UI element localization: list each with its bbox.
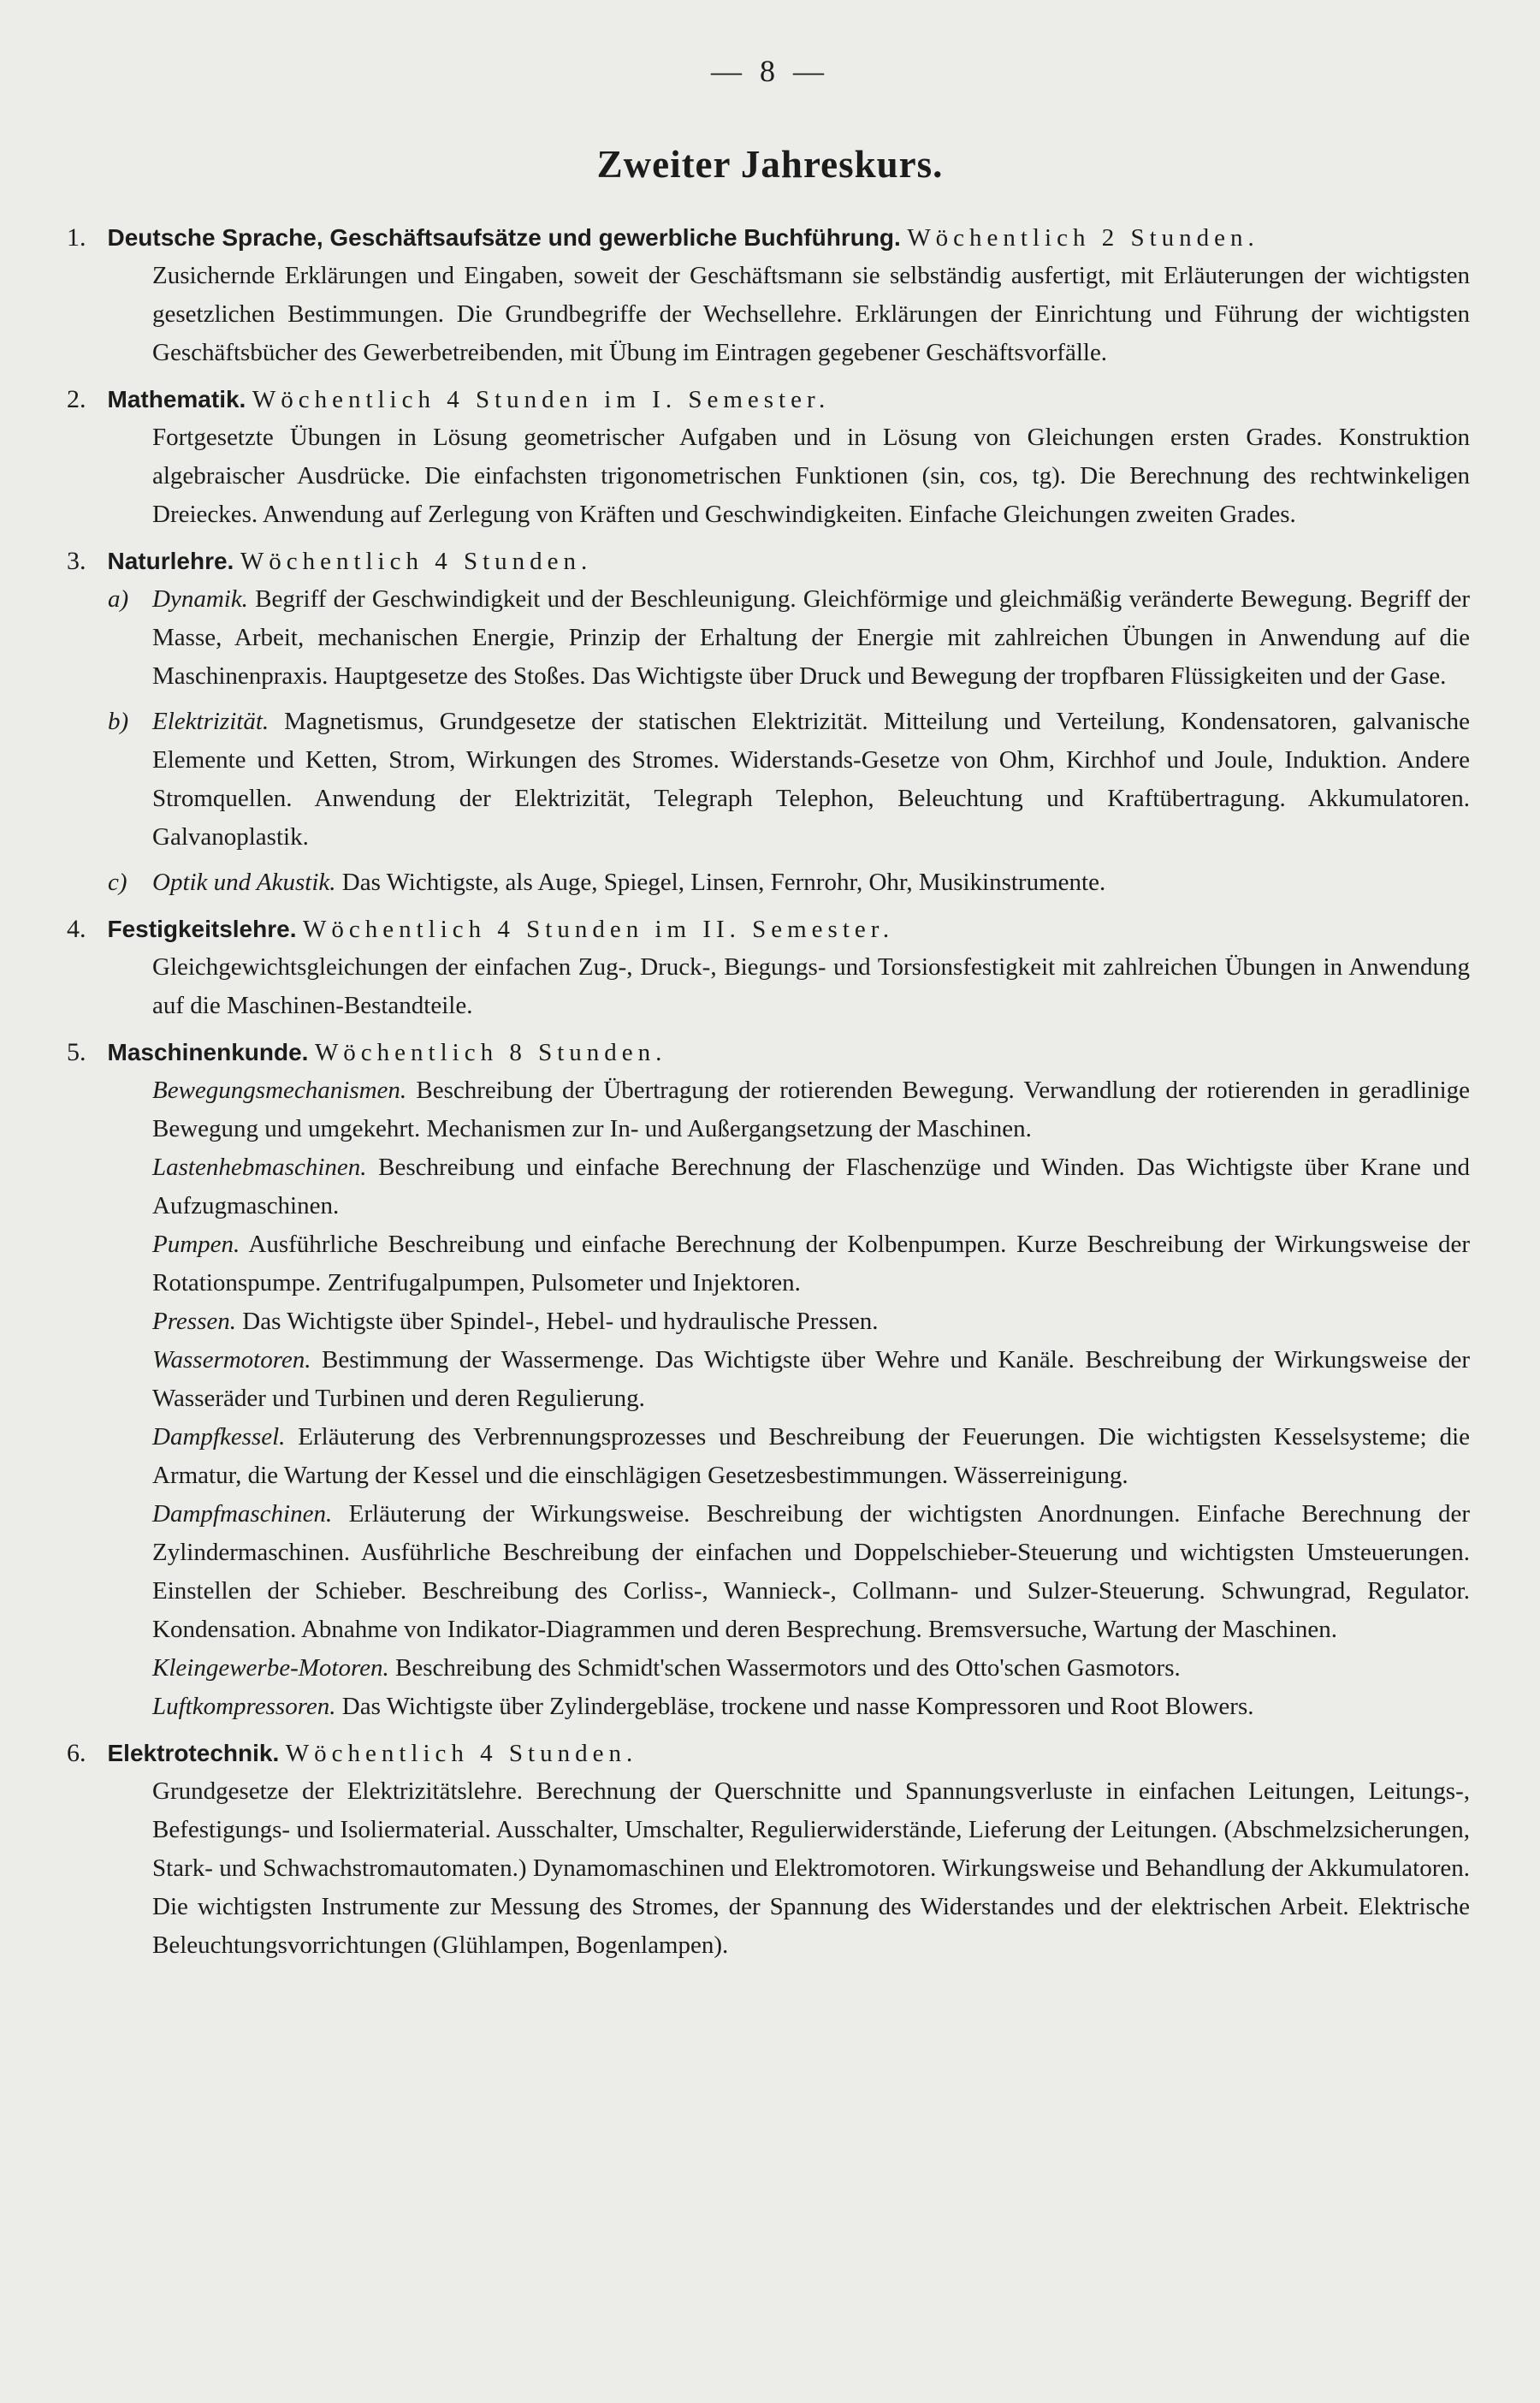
section-heading — [67, 1735, 1470, 1772]
section-hours: Wöchentlich 4 Stunden im II. Semester. — [302, 916, 895, 943]
topic-term: Bewegungsmechanismen. — [152, 1077, 407, 1104]
section-title: Festigkeitslehre. — [107, 916, 297, 942]
topic-term: Pumpen. — [152, 1231, 240, 1258]
section-heading — [67, 381, 1470, 418]
section-number: 4. — [67, 915, 86, 943]
section-heading — [67, 543, 1470, 580]
section-heading — [67, 219, 1470, 257]
topic-text: Beschreibung und einfache Berechnung der Flaschenzüge und Winden. Das Wichtigste über Krane und Aufzugmaschinen. — [152, 1154, 1471, 1219]
topic-term: Wassermotoren. — [152, 1346, 311, 1374]
section-hours: Wöchentlich 8 Stunden. — [314, 1039, 667, 1066]
subsection-term: Optik und Akustik. — [152, 869, 336, 896]
section-heading — [67, 1034, 1470, 1071]
topic-text: Das Wichtigste über Spindel-, Hebel- und hydraulische Pressen. — [242, 1308, 879, 1335]
topic-paragraph — [152, 1148, 1470, 1225]
section-title: Naturlehre. — [107, 548, 234, 574]
subsection-dynamik — [108, 580, 1470, 696]
subsection-elektrizitaet — [108, 703, 1470, 857]
subsection-text: Begriff der Geschwindigkeit und der Beschleunigung. Gleichförmige und gleichmäßig veränderte Bewegung. Begriff der Masse, Arbeit, mechanischen Energie, Prinzip der Erhaltung der Energie mit zahlreichen Übungen in Anwendung auf die Maschinenpraxis. Hauptgesetze des Stoßes. Das Wichtigste über Druck und Bewegung der tropfbaren Flüssigkeiten und der Gase. — [152, 585, 1470, 690]
topic-text: Beschreibung der Übertragung der rotierenden Bewegung. Verwandlung der rotierenden in geradlinige Bewegung und umgekehrt. Mechanismen zur In- und Außergangsetzung der Maschinen. — [152, 1077, 1470, 1142]
section-hours: Wöchentlich 4 Stunden im I. Semester. — [252, 386, 831, 413]
section-3 — [67, 543, 1470, 902]
page-number: — 8 — — [711, 54, 829, 88]
topic-text: Ausführliche Beschreibung und einfache Berechnung der Kolbenpumpen. Kurze Beschreibung der Wirkungsweise der Rotationspumpe. Zentrifugalpumpen, Pulsometer und Injektoren. — [152, 1231, 1470, 1296]
section-title: Maschinenkunde. — [107, 1039, 309, 1065]
topic-paragraph — [152, 1225, 1470, 1302]
topic-paragraph — [152, 1341, 1470, 1418]
page-title: Zweiter Jahreskurs. — [596, 143, 944, 186]
section-text: Gleichgewichtsgleichungen der einfachen Zug-, Druck-, Biegungs- und Torsionsfestigkeit mit zahlreichen Übungen in Anwendung auf die Maschinen-Bestandteile. — [152, 953, 1470, 1019]
topic-text: Das Wichtigste über Zylindergebläse, trockene und nasse Kompressoren und Root Blowers. — [341, 1693, 1254, 1720]
section-text: Fortgesetzte Übungen in Lösung geometrischer Aufgaben und in Lösung von Gleichungen ersten Grades. Konstruktion algebraischer Ausdrücke. Die einfachsten trigonometrischen Funktionen (sin, cos, tg). Die Berechnung des rechtwinkeligen Dreieckes. Anwendung auf Zerlegung von Kräften und Geschwindigkeiten. Einfache Gleichungen zweiten Grades. — [152, 424, 1470, 528]
topic-term: Lastenhebmaschinen. — [152, 1154, 367, 1181]
subsection-label: c) — [108, 869, 127, 896]
topic-term: Luftkompressoren. — [152, 1693, 336, 1720]
syllabus-content — [67, 219, 1470, 1973]
section-number: 3. — [67, 547, 86, 575]
section-hours: Wöchentlich 4 Stunden. — [285, 1740, 638, 1767]
section-hours: Wöchentlich 4 Stunden. — [240, 548, 593, 575]
section-number: 5. — [67, 1038, 86, 1066]
topic-term: Dampfmaschinen. — [152, 1500, 333, 1528]
subsection-body — [152, 863, 1470, 902]
subsection-term: Elektrizität. — [152, 708, 270, 735]
topic-text: Bestimmung der Wassermenge. Das Wichtigste über Wehre und Kanäle. Beschreibung der Wirkungsweise der Wasseräder und Turbinen und deren Regulierung. — [152, 1346, 1470, 1412]
topic-paragraph — [152, 1649, 1470, 1688]
topic-paragraph — [152, 1071, 1470, 1148]
topic-paragraph — [152, 1418, 1470, 1495]
topic-term: Pressen. — [152, 1308, 236, 1335]
topic-term: Dampfkessel. — [152, 1423, 286, 1451]
topic-text: Erläuterung der Wirkungsweise. Beschreibung der wichtigsten Anordnungen. Einfache Berechnung der Zylindermaschinen. Ausführliche Beschreibung der einfachen und Doppelschieber-Steuerung und wichtigsten Umsteuerungen. Einstellen der Schieber. Beschreibung des Corliss-, Wannieck-, Collmann- und Sulzer-Steuerung. Schwungrad, Regulator. Kondensation. Abnahme von Indikator-Diagrammen und deren Besprechung. Bremsversuche, Wartung der Maschinen. — [152, 1500, 1470, 1643]
section-number: 1. — [67, 223, 86, 252]
subsection-label: a) — [108, 585, 129, 613]
topic-paragraph — [152, 1302, 1470, 1341]
subsection-body — [152, 580, 1470, 696]
subsection-text: Das Wichtigste, als Auge, Spiegel, Linsen, Fernrohr, Ohr, Musikinstrumente. — [341, 869, 1106, 896]
topic-term: Kleingewerbe-Motoren. — [152, 1654, 389, 1682]
section-number: 2. — [67, 385, 86, 413]
topic-text: Erläuterung des Verbrennungsprozesses und Beschreibung der Feuerungen. Die wichtigsten Kesselsysteme; die Armatur, die Wartung der Kessel und die einschlägigen Gesetzesbestimmungen. Wässerreinigung. — [152, 1423, 1470, 1489]
topic-text: Beschreibung des Schmidt'schen Wassermotors und des Otto'schen Gasmotors. — [395, 1654, 1181, 1682]
subsection-text: Magnetismus, Grundgesetze der statischen Elektrizität. Mitteilung und Verteilung, Kondensatoren, galvanische Elemente und Ketten, Strom, Wirkungen des Stromes. Widerstands-Gesetze von Ohm, Kirchhof und Joule, Induktion. Andere Stromquellen. Anwendung der Elektrizität, Telegraph Telephon, Beleuchtung und Kraftübertragung. Akkumulatoren. Galvanoplastik. — [152, 708, 1470, 851]
subsection-label: b) — [108, 708, 129, 735]
section-number: 6. — [67, 1739, 86, 1767]
section-heading — [67, 911, 1470, 948]
section-title: Deutsche Sprache, Geschäftsaufsätze und gewerbliche Buchführung. — [107, 224, 901, 251]
section-title: Elektrotechnik. — [107, 1740, 280, 1766]
section-title: Mathematik. — [107, 386, 246, 412]
section-4 — [67, 911, 1470, 1025]
topic-paragraph — [152, 1688, 1470, 1726]
section-5 — [67, 1034, 1470, 1726]
section-2 — [67, 381, 1470, 534]
subsection-optik — [108, 863, 1470, 902]
subsection-body — [152, 703, 1470, 857]
section-1 — [67, 219, 1470, 372]
subsection-term: Dynamik. — [152, 585, 248, 613]
section-hours: Wöchentlich 2 Stunden. — [907, 224, 1259, 252]
section-text: Zusichernde Erklärungen und Eingaben, soweit der Geschäftsmann sie selbständig ausfertigt, mit Erläuterungen der wichtigsten gesetzlichen Bestimmungen. Die Grundbegriffe der Wechsellehre. Erklärungen der Einrichtung und Führung der wichtigsten Geschäftsbücher des Gewerbetreibenden, mit Übung im Eintragen gegebener Geschäftsvorfälle. — [152, 262, 1470, 366]
section-6 — [67, 1735, 1470, 1965]
section-text: Grundgesetze der Elektrizitätslehre. Berechnung der Querschnitte und Spannungsverluste in einfachen Leitungen, Leitungs-, Befestigungs- und Isoliermaterial. Ausschalter, Umschalter, Regulierwiderstände, Lieferung der Leitungen. (Abschmelzsicherungen, Stark- und Schwachstromautomaten.) Dynamomaschinen und Elektromotoren. Wirkungsweise und Behandlung der Akkumulatoren. Die wichtigsten Instrumente zur Messung des Stromes, der Spannung des Widerstandes und der elektrischen Arbeit. Elektrische Beleuchtungsvorrichtungen (Glühlampen, Bogenlampen). — [152, 1777, 1470, 1959]
topic-paragraph — [152, 1495, 1470, 1649]
